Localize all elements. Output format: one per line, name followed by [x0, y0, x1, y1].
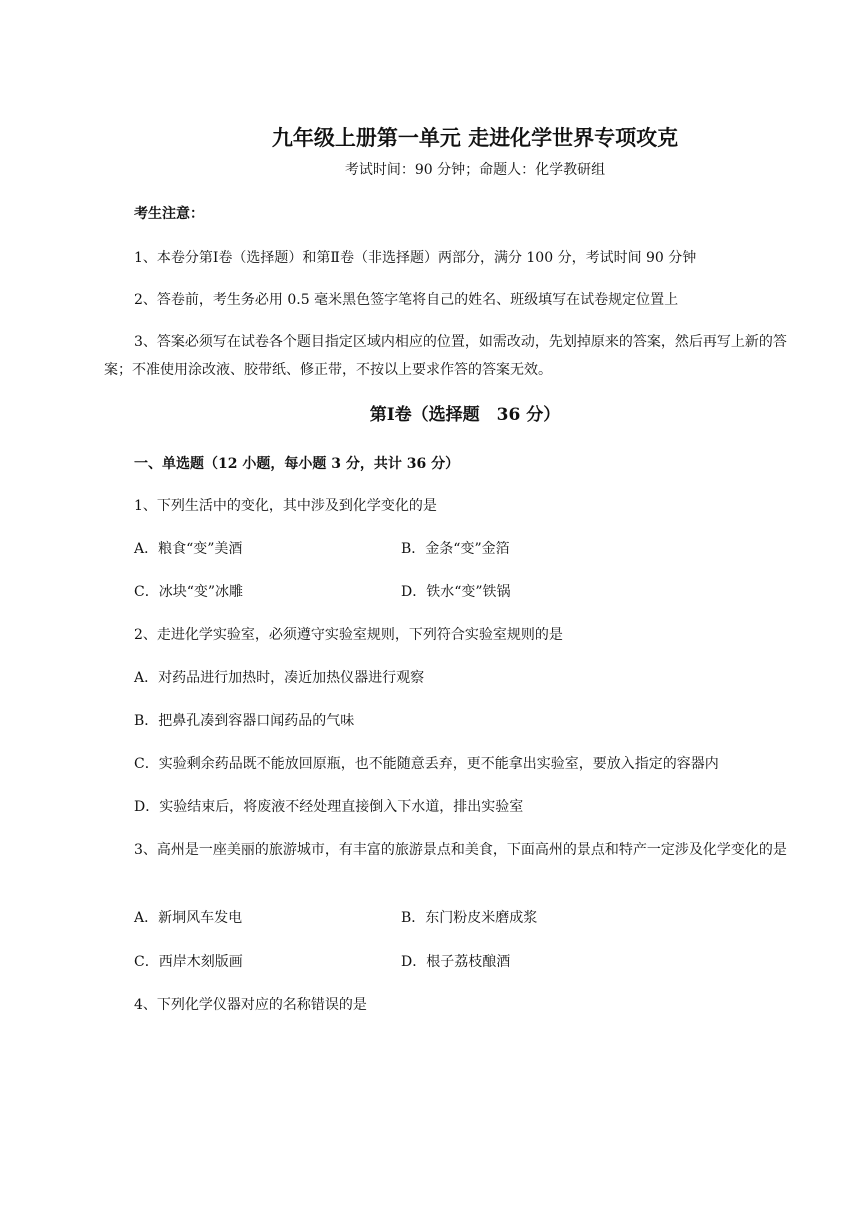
notice-item-3: 3、答案必须写在试卷各个题目指定区域内相应的位置，如需改动，先划掉原来的答案，然后再写上新的答案；不准使用涂改液、胶带纸、修正带，不按以上要求作答的答案无效。: [104, 334, 787, 378]
question-1-stem: 1、下列生活中的变化，其中涉及到化学变化的是: [134, 498, 437, 514]
question-2-option-c: C．实验剩余药品既不能放回原瓶，也不能随意丢弃，更不能拿出实验室，要放入指定的容器内: [134, 756, 719, 772]
question-1-option-c: C．冰块“变”冰雕: [134, 584, 244, 600]
question-3-stem: 3、高州是一座美丽的旅游城市，有丰富的旅游景点和美食，下面高州的景点和特产一定涉及化学变化的是: [134, 842, 787, 858]
question-4-stem: 4、下列化学仪器对应的名称错误的是: [134, 997, 367, 1013]
question-2-option-d: D．实验结束后，将废液不经处理直接倒入下水道，排出实验室: [134, 799, 524, 815]
notice-heading: 考生注意：: [134, 206, 204, 222]
question-1-option-a: A．粮食“变”美酒: [134, 541, 243, 557]
question-2-option-b: B．把鼻孔凑到容器口闻药品的气味: [134, 713, 355, 729]
question-2-stem: 2、走进化学实验室，必须遵守实验室规则，下列符合实验室规则的是: [134, 627, 563, 643]
question-3-option-a: A．新垌风车发电: [134, 910, 243, 926]
question-3-option-d: D．根子荔枝酿酒: [401, 954, 511, 970]
section-title: 第Ⅰ卷（选择题 36 分）: [369, 405, 561, 425]
notice-item-2: 2、答卷前，考生务必用 0.5 毫米黑色签字笔将自己的姓名、班级填写在试卷规定位置上: [134, 292, 679, 308]
notice-item-1: 1、本卷分第Ⅰ卷（选择题）和第Ⅱ卷（非选择题）两部分，满分 100 分，考试时间 90 分钟: [134, 250, 697, 266]
question-2-option-a: A．对药品进行加热时，凑近加热仪器进行观察: [134, 670, 425, 686]
exam-subtitle: 考试时间：90 分钟；命题人：化学教研组: [344, 162, 606, 178]
question-3-option-c: C．西岸木刻版画: [134, 954, 243, 970]
question-1-option-b: B．金条“变”金箔: [401, 541, 510, 557]
question-1-option-d: D．铁水“变”铁锅: [401, 584, 511, 600]
exam-title: 九年级上册第一单元 走进化学世界专项攻克: [271, 125, 679, 150]
part-heading: 一、单选题（12 小题，每小题 3 分，共计 36 分）: [134, 456, 460, 472]
question-3-option-b: B．东门粉皮米磨成浆: [401, 910, 538, 926]
